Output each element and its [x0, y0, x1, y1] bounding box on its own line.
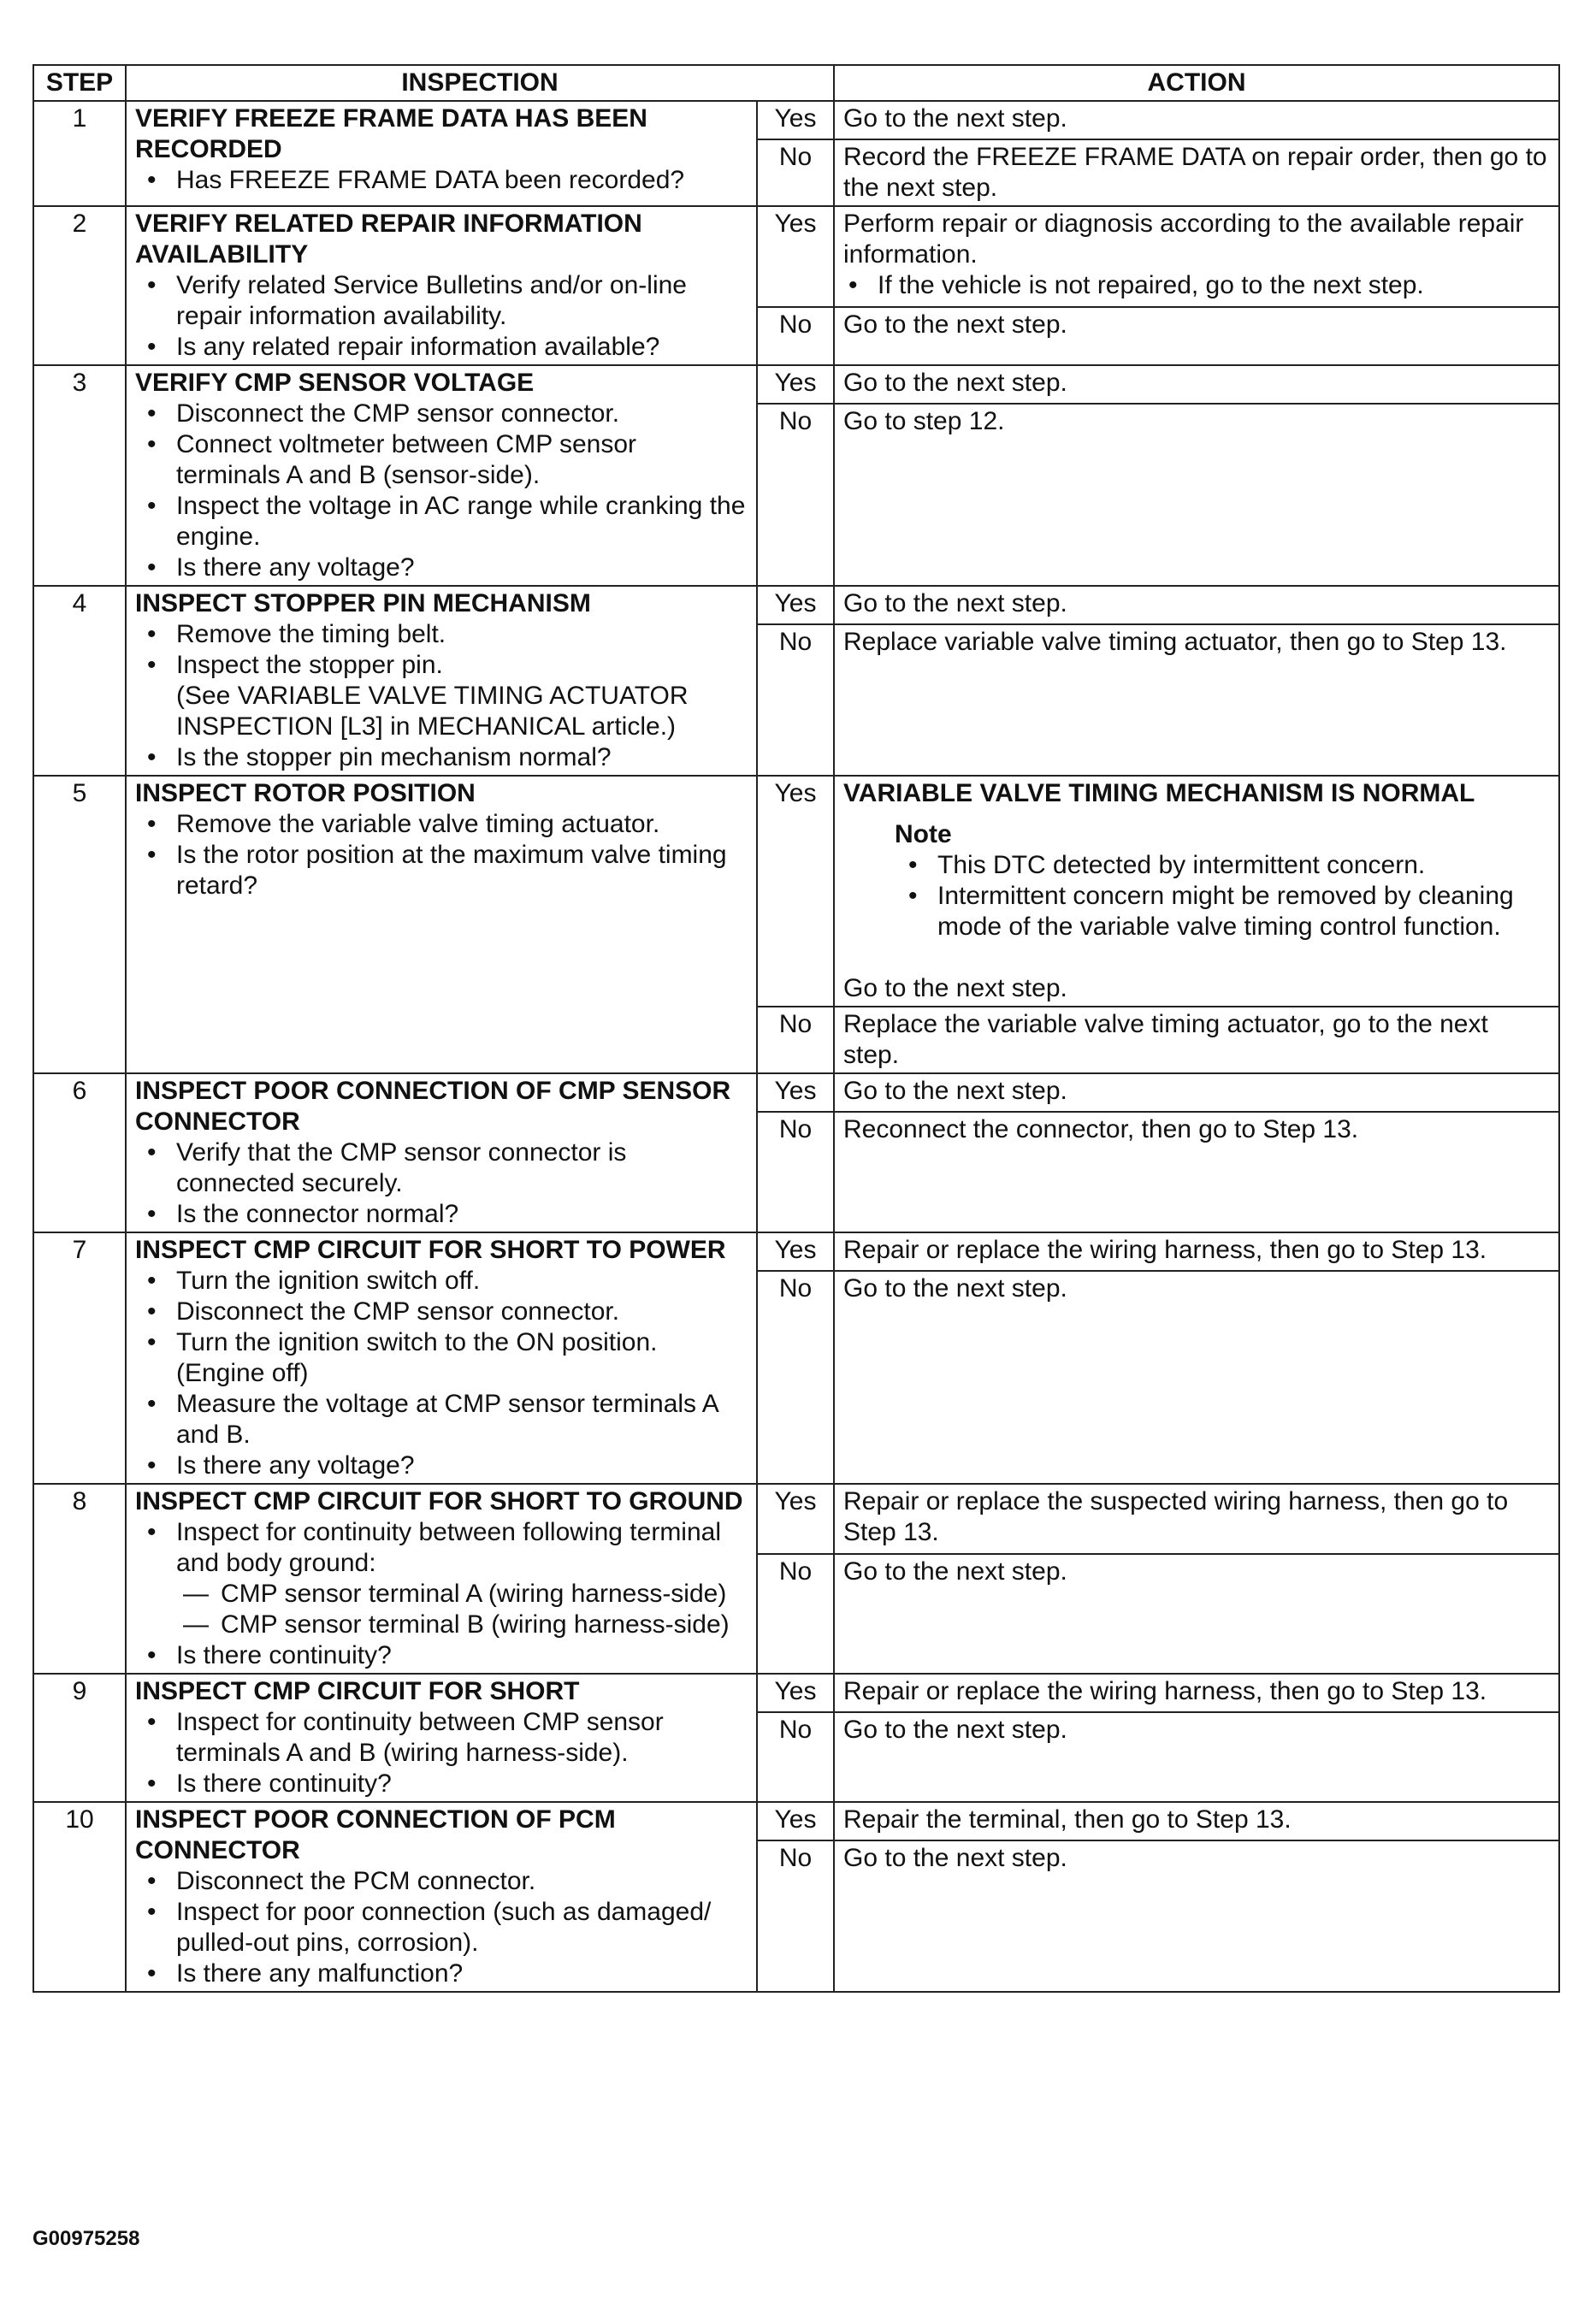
yes-label: Yes	[757, 586, 834, 624]
step-inspection	[126, 1802, 757, 1992]
inspection-bullet-text: Inspect the stopper pin.	[176, 651, 443, 679]
header-row	[33, 65, 1559, 101]
inspection-bullet: • Connect voltmeter between CMP sensor terminals A and B (sensor-side).	[176, 429, 748, 491]
step-number: 3	[33, 365, 126, 586]
step-2-row-yes	[33, 206, 1559, 307]
no-label: No	[757, 1112, 834, 1232]
inspection-bullet: • Is the rotor position at the maximum valve timing retard?	[176, 840, 748, 901]
inspection-bullet: • Is there any malfunction?	[176, 1958, 748, 1989]
inspection-bullet: • Turn the ignition switch off.	[176, 1266, 748, 1297]
yes-label: Yes	[757, 206, 834, 307]
yes-action: Go to the next step.	[834, 1073, 1559, 1112]
step-3-row-yes	[33, 365, 1559, 404]
spacer	[843, 942, 1550, 973]
inspection-bullet: • Verify that the CMP sensor connector is connected securely.	[176, 1137, 748, 1199]
inspection-bullets	[135, 1266, 748, 1481]
step-title: VERIFY FREEZE FRAME DATA HAS BEEN RECORDED	[135, 104, 647, 163]
step-title: INSPECT CMP CIRCUIT FOR SHORT TO GROUND	[135, 1487, 743, 1515]
yes-label: Yes	[757, 1674, 834, 1712]
no-action: Go to the next step.	[834, 1840, 1559, 1992]
step-title: INSPECT CMP CIRCUIT FOR SHORT TO POWER	[135, 1236, 726, 1264]
no-label: No	[757, 1007, 834, 1073]
yes-action: Repair the terminal, then go to Step 13.	[834, 1802, 1559, 1840]
step-6-row-yes	[33, 1073, 1559, 1112]
inspection-bullets	[135, 1517, 748, 1671]
no-action: Go to the next step.	[834, 1271, 1559, 1484]
yes-label: Yes	[757, 776, 834, 1007]
yes-action: Repair or replace the suspected wiring harness, then go to Step 13.	[834, 1484, 1559, 1554]
yes-label: Yes	[757, 101, 834, 139]
inspection-bullet: • Is there any voltage?	[176, 1450, 748, 1481]
step-5-row-yes	[33, 776, 1559, 1007]
step-inspection	[126, 586, 757, 776]
yes-action-cell	[834, 776, 1559, 1007]
step-inspection	[126, 1674, 757, 1802]
inspection-bullet: • Is there continuity?	[176, 1640, 748, 1671]
inspection-bullet: • Disconnect the PCM connector.	[176, 1866, 748, 1897]
inspection-bullets	[135, 1866, 748, 1989]
yes-action: Repair or replace the wiring harness, then go to Step 13.	[834, 1674, 1559, 1712]
step-inspection	[126, 1073, 757, 1232]
header-step: STEP	[33, 65, 126, 101]
no-label: No	[757, 139, 834, 206]
action-bullets	[843, 270, 1550, 301]
inspection-bullets	[135, 165, 748, 196]
step-number: 1	[33, 101, 126, 206]
inspection-bullet: • Is there continuity?	[176, 1769, 748, 1799]
figure-id: G00975258	[33, 2227, 140, 2250]
no-label: No	[757, 404, 834, 586]
inspection-bullet	[176, 1517, 748, 1640]
inspection-bullet: • Disconnect the CMP sensor connector.	[176, 1297, 748, 1327]
yes-action: Go to the next step.	[834, 365, 1559, 404]
step-inspection	[126, 365, 757, 586]
step-title: INSPECT STOPPER PIN MECHANISM	[135, 589, 591, 617]
step-8-row-yes	[33, 1484, 1559, 1554]
inspection-bullets	[135, 1137, 748, 1230]
step-title: INSPECT CMP CIRCUIT FOR SHORT	[135, 1677, 580, 1705]
step-number: 2	[33, 206, 126, 365]
step-title: INSPECT POOR CONNECTION OF CMP SENSOR CONNECTOR	[135, 1077, 731, 1136]
yes-action: Go to the next step.	[834, 586, 1559, 624]
yes-action: Perform repair or diagnosis according to the available repair information.	[843, 210, 1524, 269]
inspection-bullet: • Remove the variable valve timing actuator.	[176, 809, 748, 840]
inspection-bullet: • Is the connector normal?	[176, 1199, 748, 1230]
step-inspection	[126, 776, 757, 1073]
step-title: INSPECT ROTOR POSITION	[135, 779, 476, 807]
inspection-bullets	[135, 1707, 748, 1799]
inspection-bullet: • Has FREEZE FRAME DATA been recorded?	[176, 165, 748, 196]
note-bullets	[843, 850, 1550, 942]
step-number: 10	[33, 1802, 126, 1992]
step-title: VERIFY CMP SENSOR VOLTAGE	[135, 369, 535, 397]
reference-note: (See VARIABLE VALVE TIMING ACTUATOR INSPECTION [L3] in MECHANICAL article.)	[176, 682, 689, 741]
yes-action-cell	[834, 206, 1559, 307]
no-action: Reconnect the connector, then go to Step 13.	[834, 1112, 1559, 1232]
no-action: Replace the variable valve timing actuator, go to the next step.	[834, 1007, 1559, 1073]
step-inspection	[126, 206, 757, 365]
step-number: 5	[33, 776, 126, 1073]
yes-label: Yes	[757, 1232, 834, 1271]
step-title: VERIFY RELATED REPAIR INFORMATION AVAILABILITY	[135, 210, 642, 269]
step-number: 8	[33, 1484, 126, 1674]
note-title: Note	[895, 820, 952, 848]
no-label: No	[757, 624, 834, 776]
inspection-bullet: • Verify related Service Bulletins and/or on-line repair information availability.	[176, 270, 748, 332]
no-label: No	[757, 1554, 834, 1674]
sub-bullet: — CMP sensor terminal B (wiring harness-side)	[221, 1610, 748, 1640]
step-number: 6	[33, 1073, 126, 1232]
sub-bullet: — CMP sensor terminal A (wiring harness-side)	[221, 1579, 748, 1610]
inspection-bullet: • Turn the ignition switch to the ON position. (Engine off)	[176, 1327, 748, 1389]
yes-label: Yes	[757, 365, 834, 404]
inspection-bullet: • Inspect for continuity between CMP sensor terminals A and B (wiring harness-side).	[176, 1707, 748, 1769]
step-title: INSPECT POOR CONNECTION OF PCM CONNECTOR	[135, 1805, 616, 1864]
inspection-bullets	[135, 619, 748, 773]
step-inspection	[126, 1484, 757, 1674]
header-action: ACTION	[834, 65, 1559, 101]
inspection-bullet: • Inspect the voltage in AC range while cranking the engine.	[176, 491, 748, 552]
inspection-bullets	[135, 809, 748, 901]
no-action: Go to the next step.	[834, 307, 1559, 365]
step-number: 4	[33, 586, 126, 776]
no-label: No	[757, 1840, 834, 1992]
note-bullet: • Intermittent concern might be removed by cleaning mode of the variable valve timing control function.	[937, 881, 1550, 942]
yes-label: Yes	[757, 1073, 834, 1112]
yes-label: Yes	[757, 1484, 834, 1554]
step-7-row-yes	[33, 1232, 1559, 1271]
step-inspection	[126, 1232, 757, 1484]
yes-action: Go to the next step.	[843, 974, 1067, 1002]
yes-action: Go to the next step.	[834, 101, 1559, 139]
diagnostic-table	[33, 64, 1560, 1993]
no-action: Go to the next step.	[834, 1554, 1559, 1674]
header-inspection: INSPECTION	[126, 65, 834, 101]
note-bullet: • This DTC detected by intermittent concern.	[937, 850, 1550, 881]
inspection-bullet: • Disconnect the CMP sensor connector.	[176, 399, 748, 429]
no-action: Go to step 12.	[834, 404, 1559, 586]
inspection-bullet: • Remove the timing belt.	[176, 619, 748, 650]
no-action: Record the FREEZE FRAME DATA on repair order, then go to the next step.	[834, 139, 1559, 206]
sub-bullets	[176, 1579, 748, 1640]
step-number: 9	[33, 1674, 126, 1802]
no-label: No	[757, 1712, 834, 1802]
yes-label: Yes	[757, 1802, 834, 1840]
no-action: Go to the next step.	[834, 1712, 1559, 1802]
inspection-bullet: • Is the stopper pin mechanism normal?	[176, 742, 748, 773]
step-10-row-yes	[33, 1802, 1559, 1840]
inspection-bullet: • Is there any voltage?	[176, 552, 748, 583]
yes-action: Repair or replace the wiring harness, then go to Step 13.	[834, 1232, 1559, 1271]
inspection-bullet-text: Inspect for continuity between following terminal and body ground:	[176, 1518, 722, 1577]
inspection-bullets	[135, 270, 748, 363]
action-bullet: • If the vehicle is not repaired, go to the next step.	[878, 270, 1550, 301]
step-1-row-yes	[33, 101, 1559, 139]
no-action: Replace variable valve timing actuator, then go to Step 13.	[834, 624, 1559, 776]
inspection-bullet: • Measure the voltage at CMP sensor terminals A and B.	[176, 1389, 748, 1450]
no-label: No	[757, 307, 834, 365]
inspection-bullet: • Is any related repair information available?	[176, 332, 748, 363]
inspection-bullets	[135, 399, 748, 583]
step-inspection	[126, 101, 757, 206]
yes-heading: VARIABLE VALVE TIMING MECHANISM IS NORMAL	[843, 779, 1475, 807]
step-number: 7	[33, 1232, 126, 1484]
inspection-bullet	[176, 650, 748, 742]
step-9-row-yes	[33, 1674, 1559, 1712]
step-4-row-yes	[33, 586, 1559, 624]
inspection-bullet: • Inspect for poor connection (such as damaged/ pulled-out pins, corrosion).	[176, 1897, 748, 1958]
no-label: No	[757, 1271, 834, 1484]
